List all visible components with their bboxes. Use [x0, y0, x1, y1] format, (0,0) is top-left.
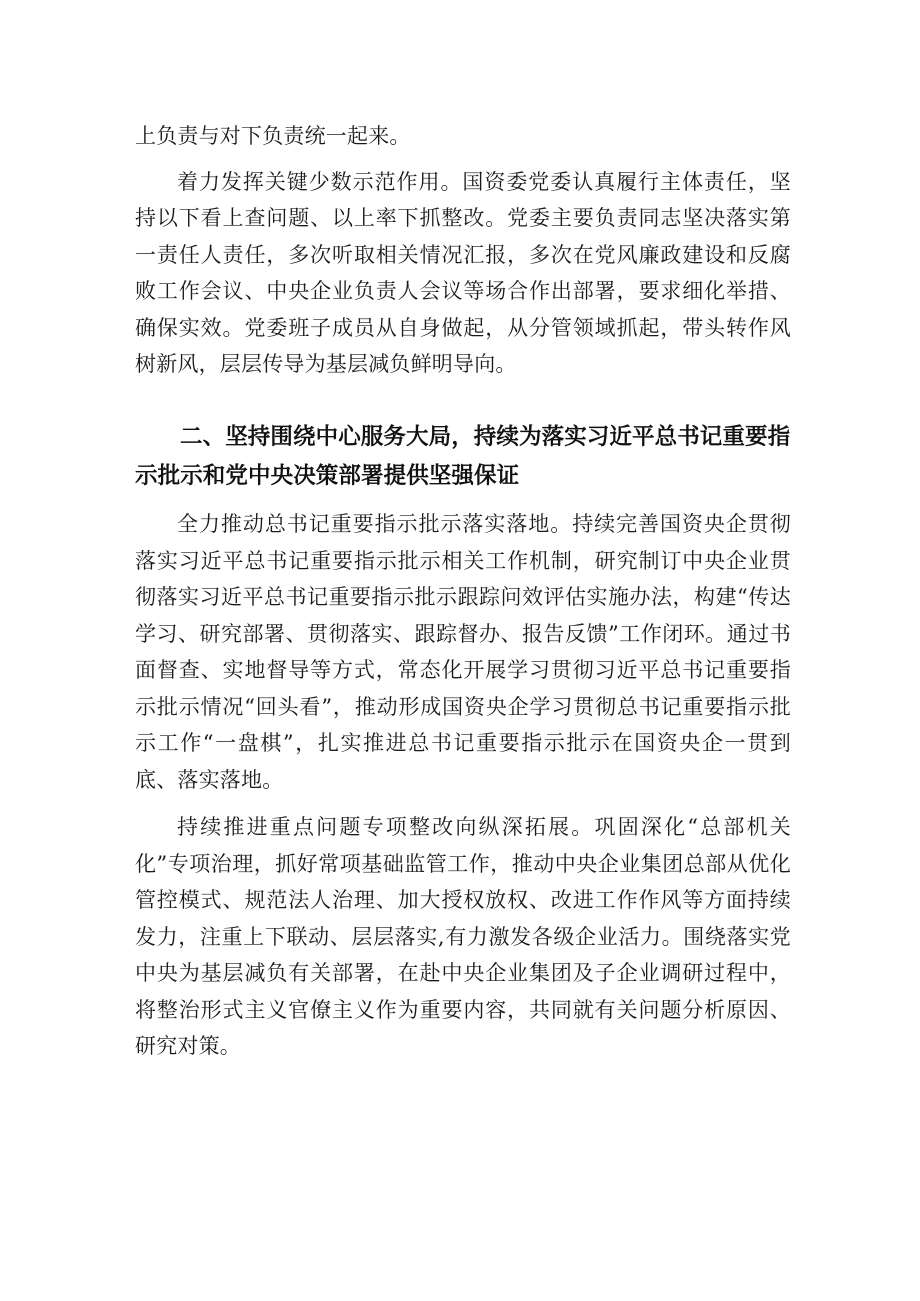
paragraph-continuation: 上负责与对下负责统一起来。	[135, 124, 411, 148]
body-text-top	[135, 118, 791, 383]
paragraph-instructions-implementation: 全力推动总书记重要指示批示落实落地。持续完善国资央企贯彻落实习近平总书记重要指示批示相关工作机制，研究制订中央企业贯彻落实习近平总书记重要指示批示跟踪问效评估实施办法，构建“传达学习、研究部署、贯彻落实、跟踪督办、报告反馈”工作闭环。通过书面督查、实地督导等方式，常态化开展学习贯彻习近平总书记重要指示批示情况“回头看”，推动形成国资央企学习贯彻总书记重要指示批示工作“一盘棋”，扎实推进总书记重要指示批示在国资央企一贯到底、落实落地。	[135, 512, 791, 792]
paragraph-special-rectification: 持续推进重点问题专项整改向纵深拓展。巩固深化“总部机关化”专项治理，抓好常项基础监管工作，推动中央企业集团总部从优化管控模式、规范法人治理、加大授权放权、改进工作作风等方面持续发力，注重上下联动、层层落实,有力激发各级企业活力。围绕落实党中央为基层减负有关部署，在赴中央企业集团及子企业调研过程中，将整治形式主义官僚主义作为重要内容，共同就有关问题分析原因、研究对策。	[135, 815, 791, 1058]
body-text-bottom	[135, 506, 791, 1065]
section-heading-2: 二、坚持围绕中心服务大局，持续为落实习近平总书记重要指示批示和党中央决策部署提供坚强保证	[135, 424, 791, 489]
paragraph-key-minority: 着力发挥关键少数示范作用。国资委党委认真履行主体责任，坚持以下看上查问题、以上率下抓整改。党委主要负责同志坚决落实第一责任人责任，多次听取相关情况汇报，多次在党风廉政建设和反腐败工作会议、中央企业负责人会议等场合作出部署，要求细化举措、确保实效。党委班子成员从自身做起，从分管领域抓起，带头转作风树新风，层层传导为基层减负鲜明导向。	[135, 169, 791, 376]
